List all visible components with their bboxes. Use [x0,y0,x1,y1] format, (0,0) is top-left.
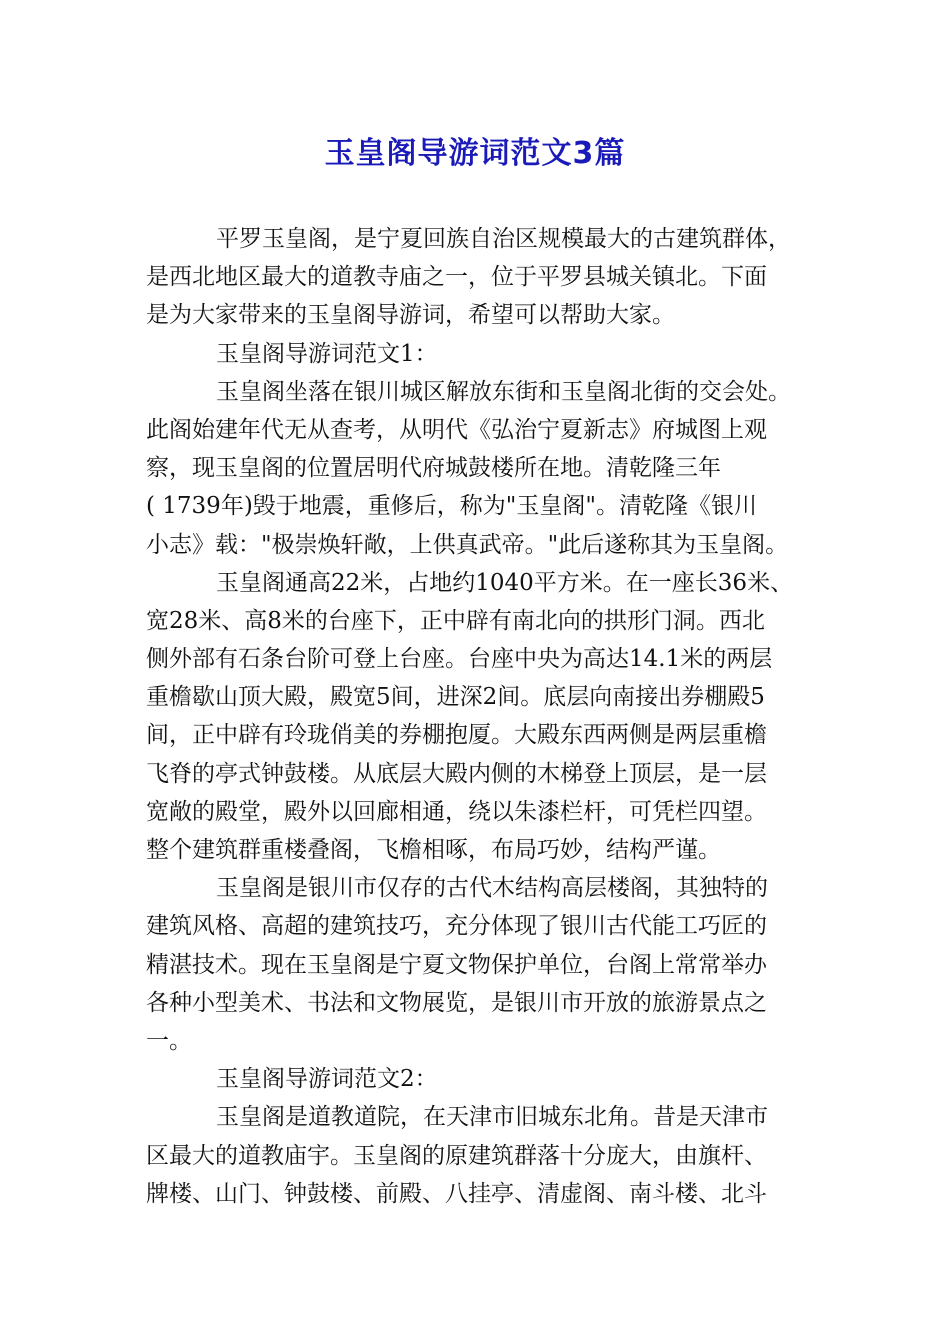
text-line: 建筑风格、高超的建筑技巧，充分体现了银川古代能工巧匠的 [146,913,767,940]
text-line: 此阁始建年代无从查考，从明代《弘治宁夏新志》府城图上观 [146,416,767,443]
text-line: ( 1739年)毁于地震，重修后，称为"玉皇阁"。清乾隆《银川 [146,493,757,520]
text-line: 小志》载："极崇焕轩敞，上供真武帝。"此后遂称其为玉皇阁。 [146,531,789,558]
text-line: 是西北地区最大的道教寺庙之一，位于平罗县城关镇北。下面 [146,264,767,291]
text-line: 各种小型美术、书法和文物展览，是银川市开放的旅游景点之 [146,989,767,1016]
section-heading: 玉皇阁导游词范文1： [216,340,438,367]
text-line: 玉皇阁是道教道院，在天津市旧城东北角。昔是天津市 [216,1104,768,1131]
text-line: 飞脊的亭式钟鼓楼。从底层大殿内侧的木梯登上顶层，是一层 [146,760,767,787]
text-line: 是为大家带来的玉皇阁导游词，希望可以帮助大家。 [146,302,675,329]
text-line: 平罗玉皇阁，是宁夏回族自治区规模最大的古建筑群体， [216,226,791,252]
document-body [146,220,806,1213]
text-line: 玉皇阁是银川市仅存的古代木结构高层楼阁，其独特的 [216,875,768,902]
text-line: 区最大的道教庙宇。玉皇阁的原建筑群落十分庞大，由旗杆、 [146,1142,767,1169]
text-line: 侧外部有石条台阶可登上台座。台座中央为高达14.1米的两层 [146,646,773,673]
text-line: 一。 [146,1027,192,1054]
text-line: 宽28米、高8米的台座下，正中辟有南北向的拱形门洞。西北 [146,607,765,634]
text-line: 牌楼、山门、钟鼓楼、前殿、八挂亭、清虚阁、南斗楼、北斗 [146,1180,767,1207]
text-line: 整个建筑群重楼叠阁，飞檐相啄，布局巧妙，结构严谨。 [146,837,721,863]
text-line: 察，现玉皇阁的位置居明代府城鼓楼所在地。清乾隆三年 [146,455,721,482]
text-line: 精湛技术。现在玉皇阁是宁夏文物保护单位，台阁上常常举办 [146,951,767,978]
section-heading: 玉皇阁导游词范文2： [216,1066,438,1093]
document-title: 玉皇阁导游词范文3篇 [324,136,626,171]
text-line: 宽敞的殿堂，殿外以回廊相通，绕以朱漆栏杆，可凭栏四望。 [146,798,767,825]
text-line: 间，正中辟有玲珑俏美的券棚抱厦。大殿东西两侧是两层重檐 [146,722,767,749]
text-line: 玉皇阁通高22米，占地约1040平方米。在一座长36米、 [216,569,794,596]
text-line: 玉皇阁坐落在银川城区解放东街和玉皇阁北街的交会处。 [216,378,791,405]
text-line: 重檐歇山顶大殿，殿宽5间，进深2间。底层向南接出券棚殿5 [146,684,765,711]
